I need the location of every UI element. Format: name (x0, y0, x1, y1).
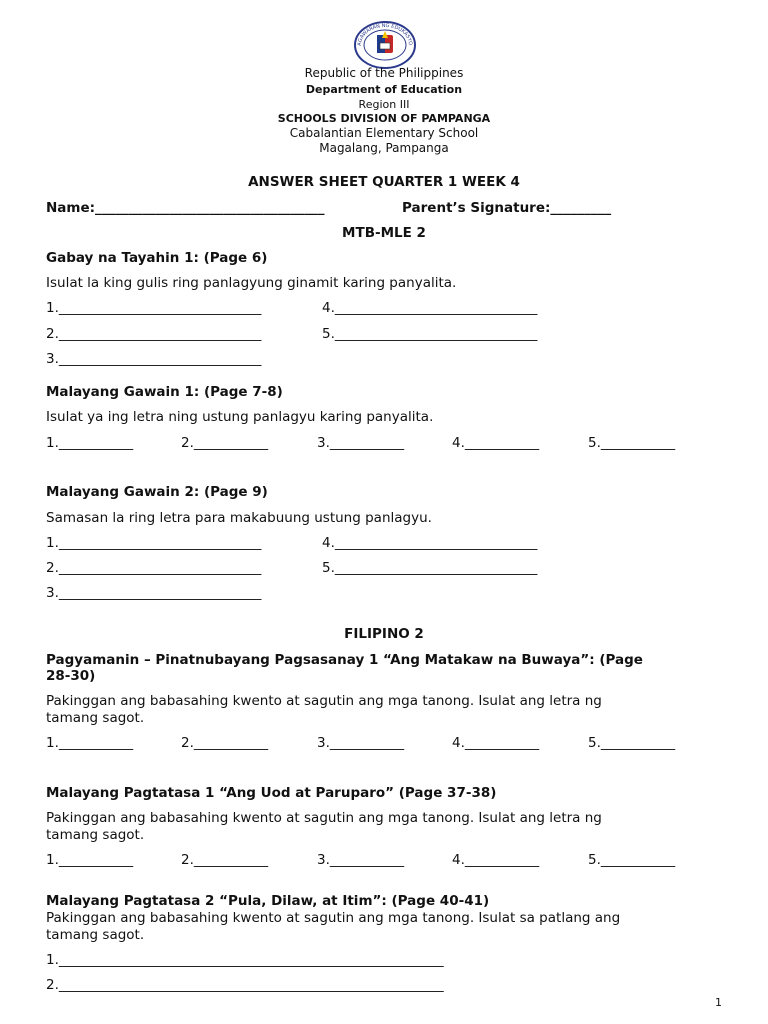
answer-line-2: 2._________________________________________________________ (46, 977, 444, 993)
answer-blank-5: 5.___________ (588, 435, 676, 451)
answer-line-4: 4.______________________________ (322, 300, 538, 316)
section-instruction-cont: tamang sagot. (46, 827, 145, 843)
subject-mtb-mle: MTB-MLE 2 (342, 225, 426, 241)
answer-blank-1: 1.___________ (46, 852, 134, 868)
answer-line-1: 1.______________________________ (46, 535, 262, 551)
section-title-pagyamanin: Pagyamanin – Pinatnubayang Pagsasanay 1 “Ang Matakaw na Buwaya”: (Page (46, 652, 643, 668)
section-title-pagyamanin-cont: 28-30) (46, 668, 96, 684)
answer-blank-3: 3.___________ (317, 852, 405, 868)
school-line: Cabalantian Elementary School (289, 126, 479, 140)
answer-blank-4: 4.___________ (452, 852, 540, 868)
answer-blank-3: 3.___________ (317, 735, 405, 751)
section-instruction: Samasan la ring letra para makabuung ustung panlagyu. (46, 510, 432, 526)
section-instruction: Pakinggan ang babasahing kwento at sagutin ang mga tanong. Isulat sa patlang ang (46, 910, 621, 926)
division-line: SCHOOLS DIVISION OF PAMPANGA (277, 112, 491, 125)
answer-line-5: 5.______________________________ (322, 560, 538, 576)
answer-blank-2: 2.___________ (181, 735, 269, 751)
answer-line-4: 4.______________________________ (322, 535, 538, 551)
deped-seal-logo (353, 21, 417, 69)
answer-blank-3: 3.___________ (317, 435, 405, 451)
section-instruction: Pakinggan ang babasahing kwento at sagutin ang mga tanong. Isulat ang letra ng (46, 693, 602, 709)
answer-line-2: 2.______________________________ (46, 326, 262, 342)
section-instruction-cont: tamang sagot. (46, 710, 145, 726)
section-title-malayang-gawain-1: Malayang Gawain 1: (Page 7-8) (46, 384, 283, 400)
section-title-malayang-gawain-2: Malayang Gawain 2: (Page 9) (46, 484, 268, 500)
answer-line-3: 3.______________________________ (46, 351, 262, 367)
section-title-gabay-na-tayahin: Gabay na Tayahin 1: (Page 6) (46, 250, 268, 266)
answer-blank-2: 2.___________ (181, 435, 269, 451)
answer-blank-2: 2.___________ (181, 852, 269, 868)
answer-line-1: 1._________________________________________________________ (46, 952, 444, 968)
subject-filipino: FILIPINO 2 (344, 626, 424, 642)
region-line: Region III (358, 98, 410, 111)
parent-signature-field: Parent’s Signature:_________ (402, 200, 612, 216)
answer-line-1: 1.______________________________ (46, 300, 262, 316)
section-title-malayang-pagtatasa-2: Malayang Pagtatasa 2 “Pula, Dilaw, at Itim”: (Page 40-41) (46, 893, 490, 909)
name-field: Name:__________________________________ (46, 200, 325, 216)
svg-text:KAGAWARAN NG EDUKASYON: AGAWARAN NG EDUKASYO (356, 22, 414, 46)
section-instruction-cont: tamang sagot. (46, 927, 145, 943)
answer-blank-5: 5.___________ (588, 735, 676, 751)
answer-blank-5: 5.___________ (588, 852, 676, 868)
section-instruction: Isulat la king gulis ring panlagyung ginamit karing panyalita. (46, 275, 457, 291)
answer-blank-1: 1.___________ (46, 435, 134, 451)
republic-line: Republic of the Philippines (304, 66, 464, 80)
page-number: 1 (715, 996, 722, 1009)
section-title-malayang-pagtatasa-1: Malayang Pagtatasa 1 “Ang Uod at Paruparo” (Page 37-38) (46, 785, 497, 801)
answer-blank-4: 4.___________ (452, 735, 540, 751)
answer-blank-4: 4.___________ (452, 435, 540, 451)
address-line: Magalang, Pampanga (319, 141, 449, 155)
department-line: Department of Education (305, 83, 463, 96)
section-instruction: Pakinggan ang babasahing kwento at sagutin ang mga tanong. Isulat ang letra ng (46, 810, 602, 826)
answer-blank-1: 1.___________ (46, 735, 134, 751)
answer-line-3: 3.______________________________ (46, 585, 262, 601)
answer-line-5: 5.______________________________ (322, 326, 538, 342)
answer-line-2: 2.______________________________ (46, 560, 262, 576)
answer-sheet-title: ANSWER SHEET QUARTER 1 WEEK 4 (248, 174, 520, 190)
section-instruction: Isulat ya ing letra ning ustung panlagyu karing panyalita. (46, 409, 434, 425)
